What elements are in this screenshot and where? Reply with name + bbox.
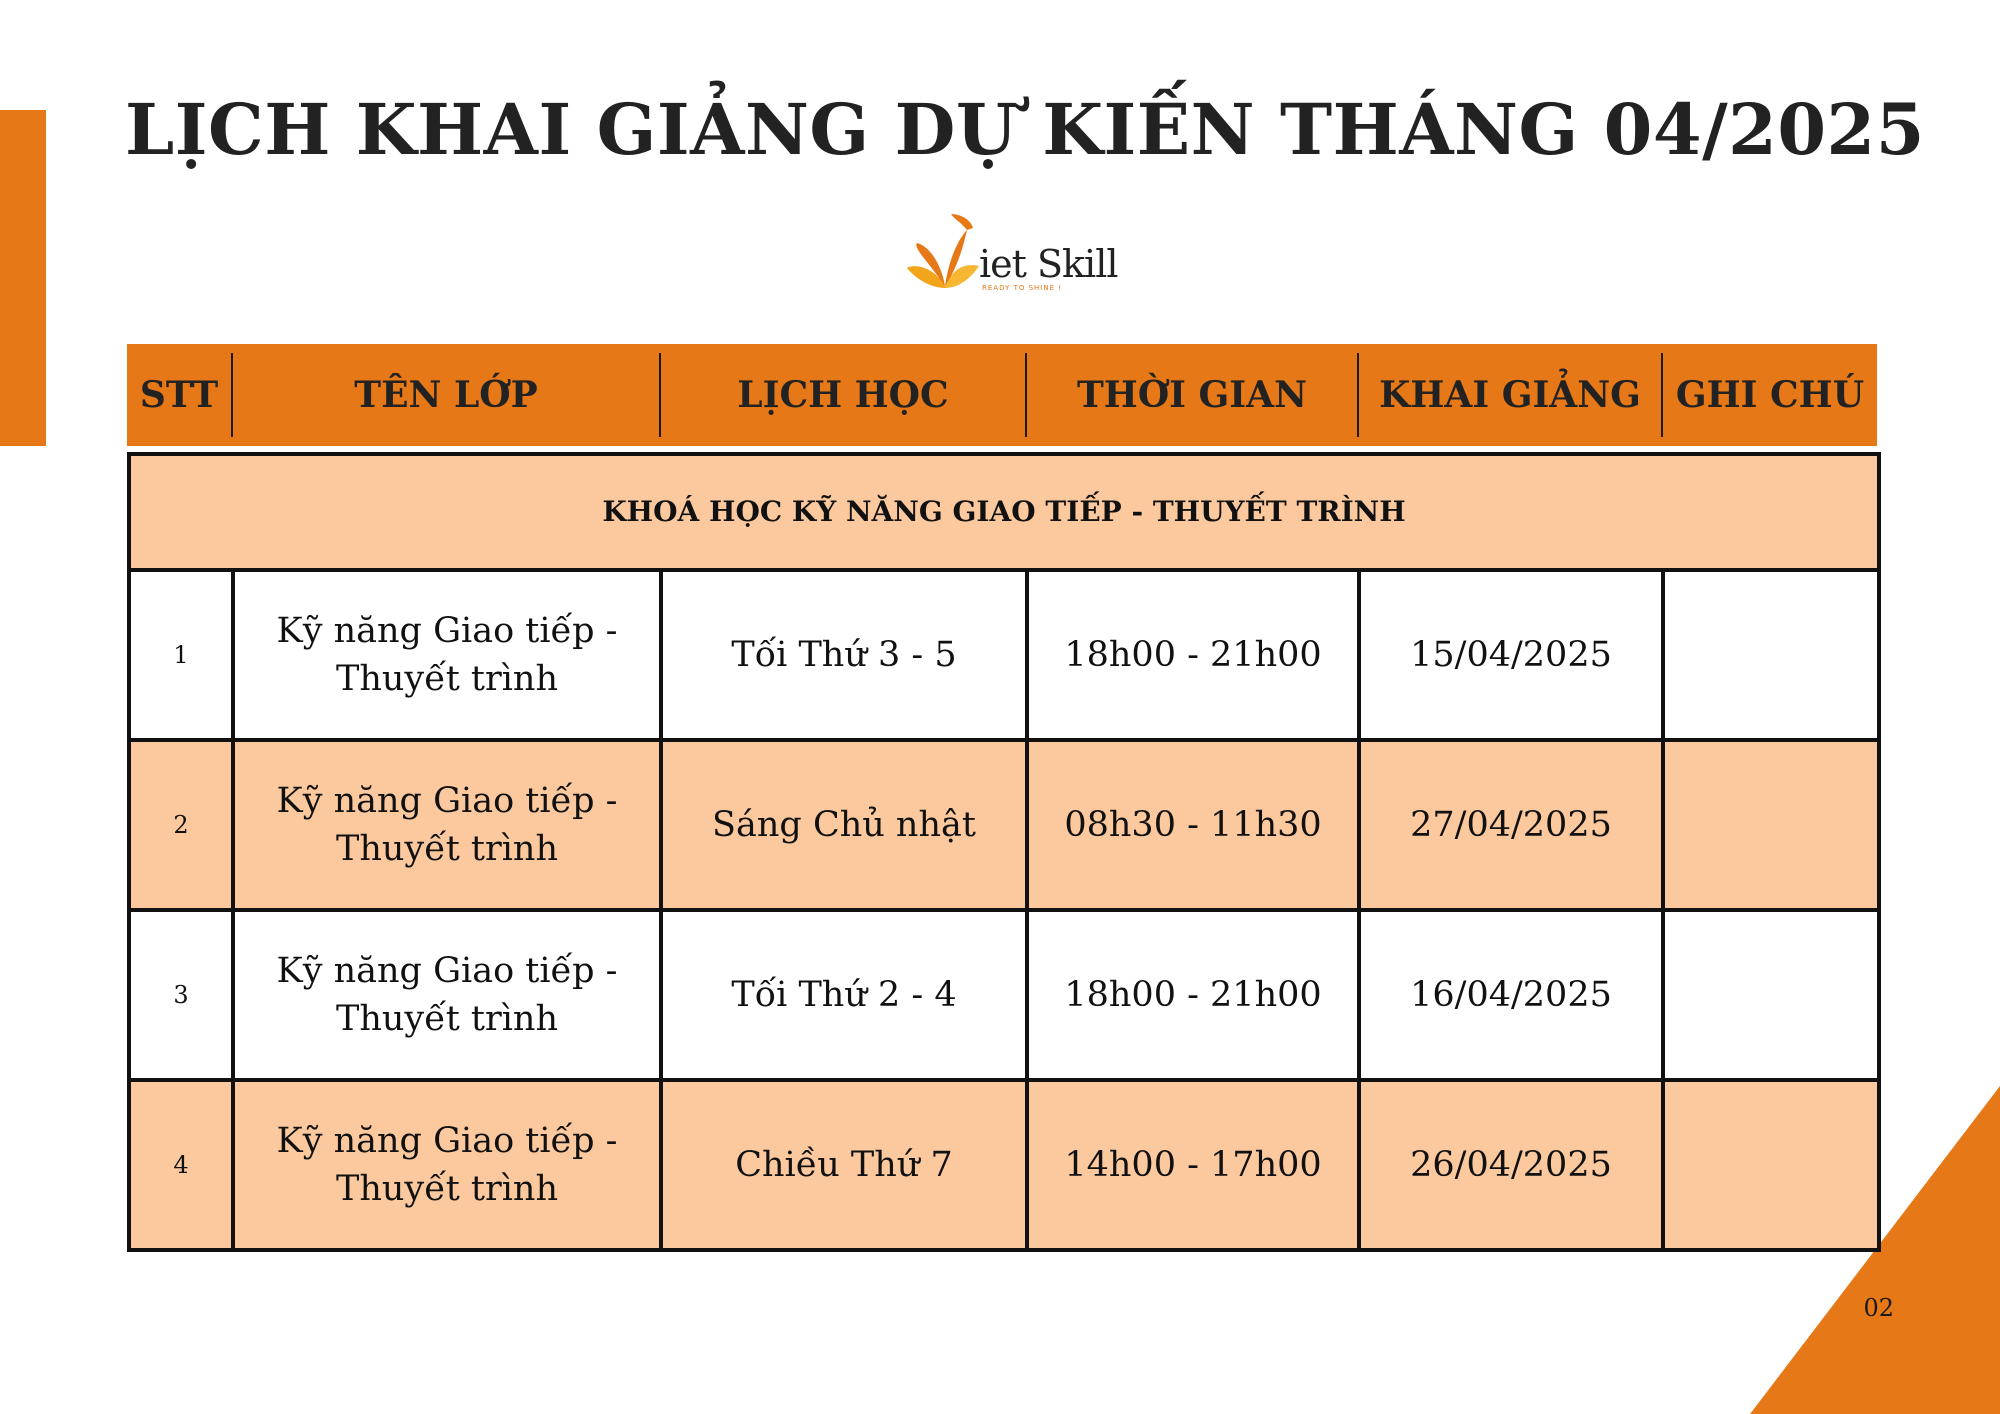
cell-start-date: 15/04/2025 [1359,570,1663,740]
logo-text: iet Skill [979,242,1118,286]
cell-stt: 2 [129,740,233,910]
cell-start-date: 27/04/2025 [1359,740,1663,910]
cell-class-name: Kỹ năng Giao tiếp - Thuyết trình [233,910,661,1080]
cell-note [1663,910,1879,1080]
table-header-row [127,344,1877,446]
cell-time: 14h00 - 17h00 [1027,1080,1359,1250]
cell-class-name: Kỹ năng Giao tiếp - Thuyết trình [233,1080,661,1250]
cell-schedule: Tối Thứ 2 - 4 [661,910,1027,1080]
table-row [129,1080,1879,1250]
cell-schedule: Sáng Chủ nhật [661,740,1027,910]
cell-start-date: 16/04/2025 [1359,910,1663,1080]
cell-time: 08h30 - 11h30 [1027,740,1359,910]
page-title: LỊCH KHAI GIẢNG DỰ KIẾN THÁNG 04/2025 [125,88,1925,171]
left-accent-bar [0,110,46,446]
header-class-name: TÊN LỚP [354,374,538,416]
header-schedule: LỊCH HỌC [737,374,949,416]
table-row [129,570,1879,740]
logo [905,208,1118,298]
header-stt: STT [139,374,219,416]
section-title: KHOÁ HỌC KỸ NĂNG GIAO TIẾP - THUYẾT TRÌNH [129,454,1879,570]
table-row [129,740,1879,910]
cell-stt: 3 [129,910,233,1080]
cell-note [1663,1080,1879,1250]
header-start-date: KHAI GIẢNG [1379,374,1641,416]
cell-schedule: Tối Thứ 3 - 5 [661,570,1027,740]
header-note: GHI CHÚ [1675,374,1865,416]
logo-tagline: READY TO SHINE ! [982,284,1063,292]
cell-class-name: Kỹ năng Giao tiếp - Thuyết trình [233,570,661,740]
section-row [129,454,1879,570]
cell-schedule: Chiều Thứ 7 [661,1080,1027,1250]
cell-stt: 4 [129,1080,233,1250]
cell-class-name: Kỹ năng Giao tiếp - Thuyết trình [233,740,661,910]
cell-stt: 1 [129,570,233,740]
cell-note [1663,570,1879,740]
cell-time: 18h00 - 21h00 [1027,910,1359,1080]
cell-time: 18h00 - 21h00 [1027,570,1359,740]
butterfly-logo-icon [905,208,985,298]
header-time: THỜI GIAN [1077,374,1307,416]
cell-start-date: 26/04/2025 [1359,1080,1663,1250]
cell-note [1663,740,1879,910]
table-row [129,910,1879,1080]
page-number: 02 [1863,1294,1894,1322]
schedule-table [127,452,1881,1252]
